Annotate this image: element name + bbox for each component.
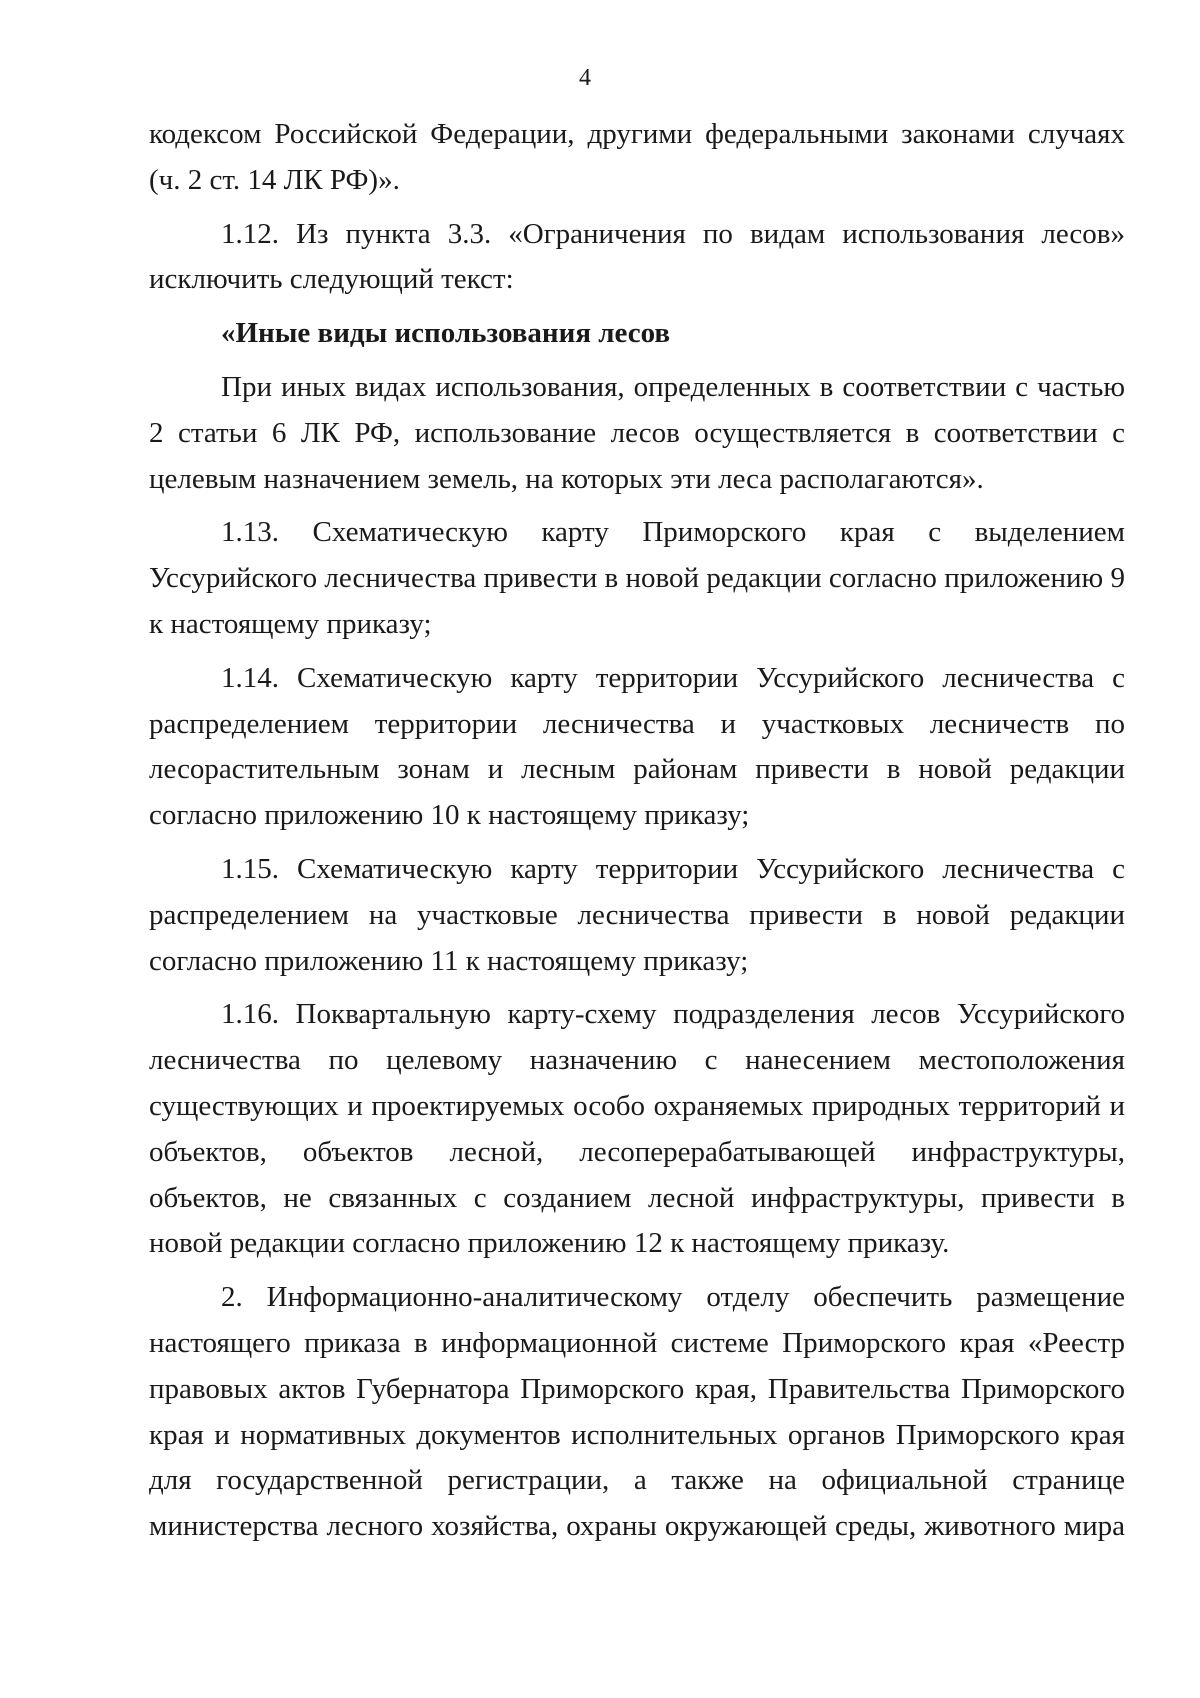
- paragraph-2: 2. Информационно-аналитическому отделу обеспечить размещение настоящего приказа в информационной системе Приморского края «Реестр правовых актов Губернатора Приморского края, Правительства Приморского края и нормативных документов исполнительных органов Приморского края для государственной регистрации, а также на официальной странице министерства лесного хозяйства, охраны окружающей среды, животного мира: [149, 1281, 1125, 1543]
- paragraph-1-12: 1.12. Из пункта 3.3. «Ограничения по видам использования лесов» исключить следующий текст:: [149, 217, 1125, 296]
- paragraph-1-16: 1.16. Поквартальную карту-схему подразделения лесов Уссурийского лесничества по целевому назначению с нанесением местоположения существующих и проектируемых особо охраняемых природных территорий и объектов, объектов лесной, лесоперерабатывающей инфраструктуры, объектов, не связанных с созданием лесной инфраструктуры, привести в новой редакции согласно приложению 12 к настоящему приказу.: [149, 998, 1125, 1260]
- page-number: 4: [579, 65, 591, 91]
- quoted-section-heading: «Иные виды использования лесов: [221, 317, 671, 350]
- paragraph-continuation: кодексом Российской Федерации, другими федеральными законами случаях (ч. 2 ст. 14 ЛК РФ)».: [149, 118, 1125, 196]
- paragraph-1-15: 1.15. Схематическую карту территории Уссурийского лесничества с распределением на участковые лесничества привести в новой редакции согласно приложению 11 к настоящему приказу;: [149, 852, 1125, 977]
- paragraph-1-14: 1.14. Схематическую карту территории Уссурийского лесничества с распределением территории лесничества и участковых лесничеств по лесорастительным зонам и лесным районам привести в новой редакции согласно приложению 10 к настоящему приказу;: [149, 661, 1125, 832]
- quoted-section-text: При иных видах использования, определенных в соответствии с частью 2 статьи 6 ЛК РФ, использование лесов осуществляется в соответствии с целевым назначением земель, на которых эти леса располагаются».: [149, 370, 1125, 495]
- document-body: [149, 112, 1125, 1550]
- paragraph-1-13: 1.13. Схематическую карту Приморского края с выделением Уссурийского лесничества привести в новой редакции согласно приложению 9 к настоящему приказу;: [149, 516, 1125, 640]
